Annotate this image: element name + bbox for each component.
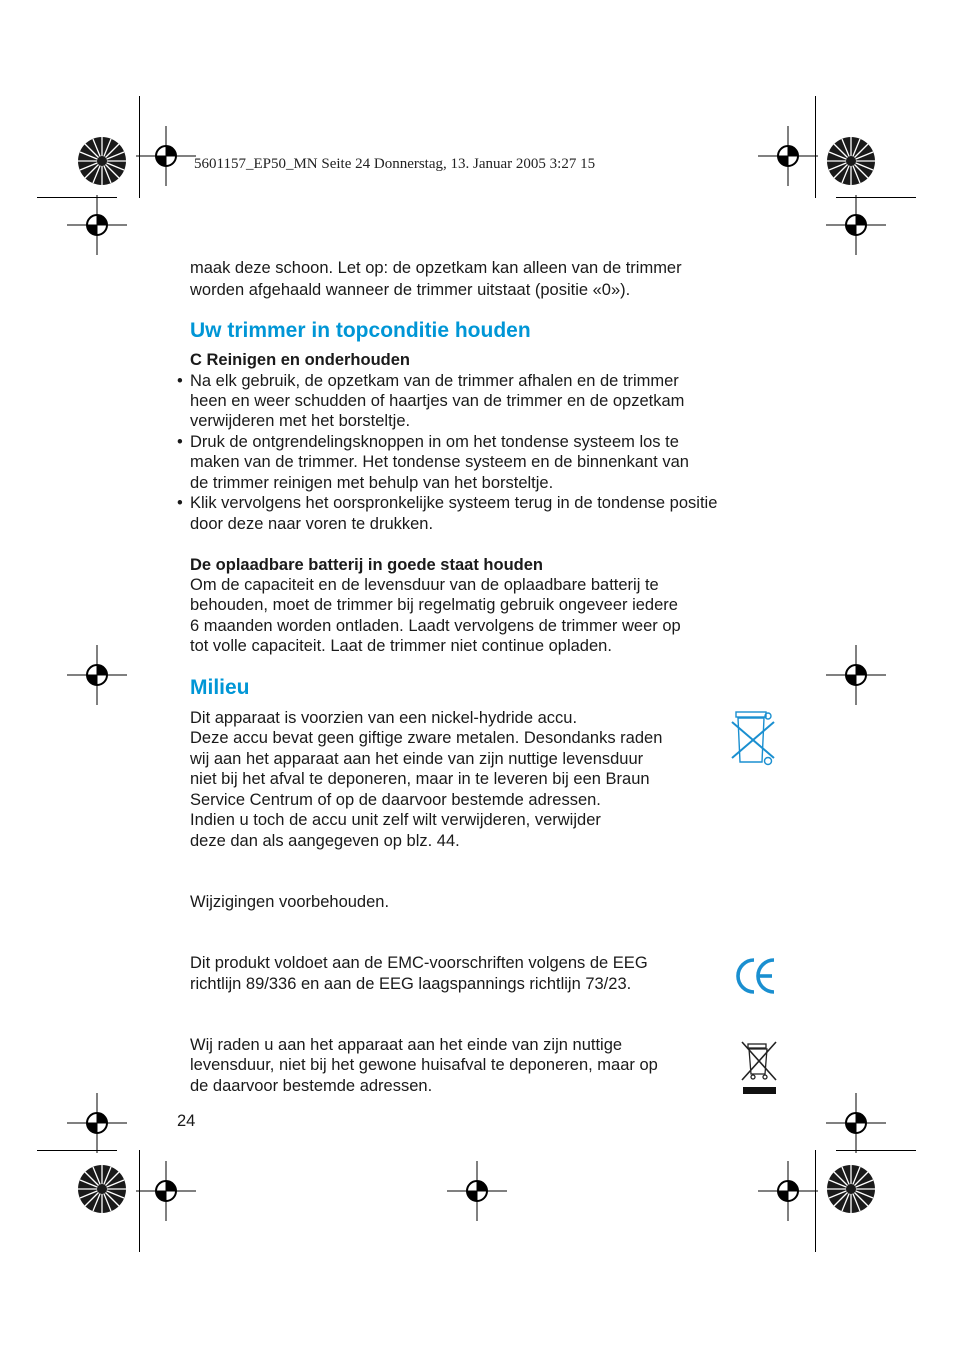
battery-line: tot volle capaciteit. Laat de trimmer niet continue opladen. [190,637,612,655]
section-title-care: Uw trimmer in topconditie houden [190,319,531,342]
battery-line: behouden, moet de trimmer bij regelmatig gebruik ongeveer iedere [190,596,678,614]
bullet-line: Na elk gebruik, de opzetkam van de trimmer afhalen en de trimmer [190,372,679,390]
subsection-title-battery: De oplaadbare batterij in goede staat houden [190,556,543,574]
env-line: wij aan het apparaat aan het einde van zijn nuttige levensduur [190,750,644,768]
bullet-line: de trimmer reinigen met behulp van het borsteltje. [190,474,554,492]
subsection-title-cleaning: C Reinigen en onderhouden [190,351,411,369]
bullet-line: Druk de ontgrendelingsknoppen in om het tondense systeem los te [190,433,679,451]
env-line: Indien u toch de accu unit zelf wilt verwijderen, verwijder [190,811,601,829]
intro-line: maak deze schoon. Let op: de opzetkam kan alleen van de trimmer [190,259,682,277]
bullet-marker: • [177,372,183,390]
changes-note: Wijzigingen voorbehouden. [190,893,390,911]
crossed-bin-battery-icon [730,710,778,768]
emc-line: richtlijn 89/336 en aan de EEG laagspannings richtlijn 73/23. [190,975,632,993]
weee-line: levensduur, niet bij het gewone huisafval te deponeren, maar op [190,1056,658,1074]
env-line: Deze accu bevat geen giftige zware metalen. Desondanks raden [190,729,663,747]
weee-line: Wij raden u aan het apparaat aan het einde van zijn nuttige [190,1036,623,1054]
bullet-marker: • [177,494,183,512]
weee-crossed-bin-icon [738,1038,780,1096]
battery-line: Om de capaciteit en de levensduur van de oplaadbare batterij te [190,576,659,594]
intro-line: worden afgehaald wanneer de trimmer uitstaat (positie «0»). [190,281,631,299]
bullet-line: heen en weer schudden of haartjes van de trimmer en de opzetkam [190,392,685,410]
emc-line: Dit produkt voldoet aan de EMC-voorschriften volgens de EEG [190,954,648,972]
env-line: Service Centrum of op de daarvoor bestemde adressen. [190,791,601,809]
env-line: niet bij het afval te deponeren, maar in te leveren bij een Braun [190,770,650,788]
weee-line: de daarvoor bestemde adressen. [190,1077,433,1095]
section-title-environment: Milieu [190,676,250,699]
battery-line: 6 maanden worden ontladen. Laadt vervolgens de trimmer weer op [190,617,681,635]
env-line: deze dan als aangegeven op blz. 44. [190,832,460,850]
bullet-line: Klik vervolgens het oorspronkelijke systeem terug in de tondense positie [190,494,718,512]
bullet-line: maken van de trimmer. Het tondense systeem en de binnenkant van [190,453,689,471]
bullet-line: door deze naar voren te drukken. [190,515,434,533]
page-number: 24 [177,1112,196,1130]
bullet-line: verwijderen met het borsteltje. [190,412,411,430]
bullet-marker: • [177,433,183,451]
print-slug: 5601157_EP50_MN Seite 24 Donnerstag, 13. Januar 2005 3:27 15 [194,156,596,172]
env-line: Dit apparaat is voorzien van een nickel-hydride accu. [190,709,578,727]
ce-mark-icon [734,956,778,996]
